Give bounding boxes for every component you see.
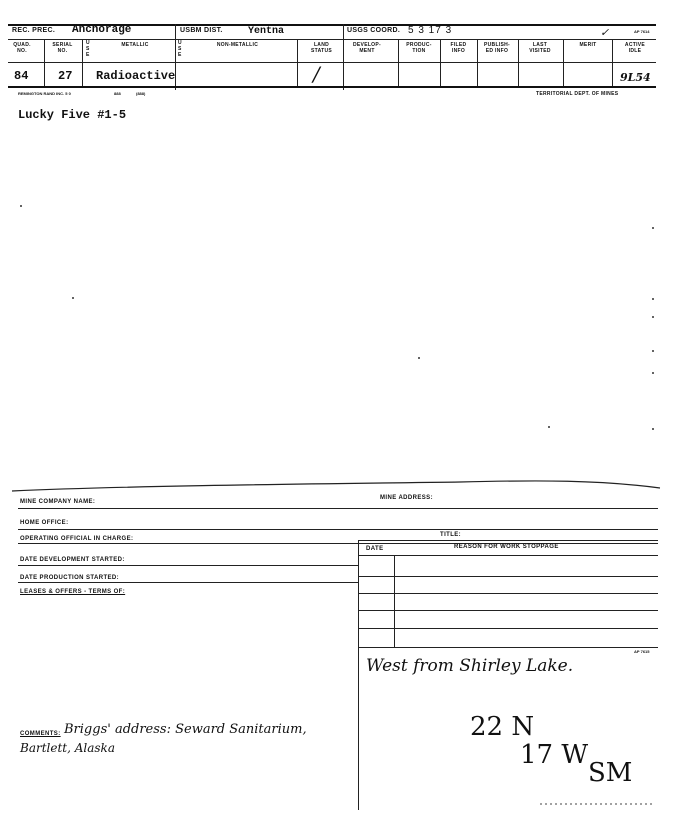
table-row-line xyxy=(358,647,658,648)
line-date-production xyxy=(18,582,358,583)
usbm-dist-label: USBM DIST. xyxy=(180,27,223,34)
row-bottom-line xyxy=(8,86,656,88)
divider xyxy=(343,24,344,90)
divider xyxy=(82,39,83,86)
col-metallic: METALLIC xyxy=(121,42,149,48)
table-row-line xyxy=(358,593,658,594)
imprint-code: (888) xyxy=(136,91,146,96)
serial-no-value: 27 xyxy=(58,69,73,83)
line-operating-official xyxy=(18,543,658,544)
usbm-dist-value: Yentna xyxy=(248,26,285,37)
col-production: PRODUC- TION xyxy=(406,42,432,54)
line-mine-company xyxy=(18,508,658,509)
reason-column-label: REASON FOR WORK STOPPAGE xyxy=(454,544,559,550)
township: 22 N xyxy=(470,712,535,742)
col-published-info: PUBLISH- ED INFO xyxy=(483,42,510,54)
col-land-status: LAND STATUS xyxy=(310,42,333,54)
handwritten-location: West from Shirley Lake. xyxy=(366,656,574,676)
scan-speck xyxy=(652,227,654,229)
property-name: Lucky Five #1-5 xyxy=(18,108,127,122)
col-last-visited: LAST VISITED xyxy=(529,42,551,54)
scan-speck xyxy=(652,350,654,352)
divider xyxy=(563,39,564,86)
line-home-office xyxy=(18,529,658,530)
col-use-metallic: U S E xyxy=(86,40,90,58)
divider xyxy=(518,39,519,86)
comments-label: COMMENTS: xyxy=(20,731,61,737)
mine-company-name-label: MINE COMPANY NAME: xyxy=(20,499,96,505)
active-idle-value: 9L54 xyxy=(620,71,651,84)
comments-line-2: Bartlett, Alaska xyxy=(20,741,115,755)
scan-speck xyxy=(72,297,74,299)
table-row-line xyxy=(358,576,658,577)
col-filed-info: FILED INFO xyxy=(450,42,467,54)
table-row-line xyxy=(358,628,658,629)
divider xyxy=(44,39,45,86)
scan-speck xyxy=(20,205,22,207)
home-office-label: HOME OFFICE: xyxy=(20,520,69,526)
form-number-top: AP 7614 xyxy=(634,29,650,34)
header-underline xyxy=(8,39,656,40)
operating-official-label: OPERATING OFFICIAL IN CHARGE: xyxy=(20,536,134,542)
scan-speck xyxy=(548,426,550,428)
divider xyxy=(398,39,399,86)
date-development-label: DATE DEVELOPMENT STARTED: xyxy=(20,557,125,563)
col-use-nonmetallic: U S E xyxy=(178,40,182,58)
range: 17 W xyxy=(520,740,589,770)
usgs-coord-label: USGS COORD. xyxy=(347,27,401,34)
col-development: DEVELOP- MENT xyxy=(353,42,381,54)
quad-no-value: 84 xyxy=(14,69,29,83)
date-column-label: DATE xyxy=(366,546,384,552)
form-number-bottom: AP 7615 xyxy=(634,649,650,654)
col-merit: MERIT xyxy=(579,42,597,48)
rec-prec-value: Anchorage xyxy=(72,24,132,36)
title-label: TITLE: xyxy=(440,532,462,538)
row-line xyxy=(8,62,656,63)
department-name: TERRITORIAL DEPT. OF MINES xyxy=(536,91,619,97)
imprint-code: 888 xyxy=(114,91,121,96)
divider xyxy=(477,39,478,86)
scan-speck xyxy=(652,372,654,374)
divider xyxy=(297,39,298,86)
col-quad-no: QUAD. NO. xyxy=(13,42,31,54)
printer-imprint: REMINGTON RAND INC. 5 0 xyxy=(18,91,71,96)
check-mark: ✓ xyxy=(600,26,610,39)
table-date-divider xyxy=(394,555,395,647)
land-status-mark: / xyxy=(313,62,320,86)
date-production-label: DATE PRODUCTION STARTED: xyxy=(20,575,120,581)
table-header-line xyxy=(358,555,658,556)
col-serial-no: SERIAL NO. xyxy=(52,42,73,54)
scan-speck xyxy=(652,298,654,300)
col-active-idle: ACTIVE IDLE xyxy=(624,42,646,54)
table-left-border xyxy=(358,540,359,810)
mine-address-label: MINE ADDRESS: xyxy=(380,495,433,501)
card-top-edge xyxy=(0,476,678,496)
table-top xyxy=(358,540,658,541)
table-row-line xyxy=(358,610,658,611)
meridian: SM xyxy=(588,758,633,788)
col-non-metallic: NON-METALLIC xyxy=(216,42,259,48)
scan-speck xyxy=(418,357,420,359)
usgs-coord-value: 5 3 17 3 xyxy=(408,25,453,36)
rec-prec-label: REC. PREC. xyxy=(12,27,56,34)
scan-speck xyxy=(652,316,654,318)
line-date-development xyxy=(18,565,358,566)
divider xyxy=(612,39,613,86)
bottom-dotted-marks xyxy=(540,800,660,808)
scan-speck xyxy=(652,428,654,430)
divider xyxy=(440,39,441,86)
leases-offers-label: LEASES & OFFERS - TERMS OF: xyxy=(20,589,126,595)
comments-line-1: Briggs' address: Seward Sanitarium, xyxy=(64,722,307,737)
metallic-value: Radioactive xyxy=(96,69,176,83)
